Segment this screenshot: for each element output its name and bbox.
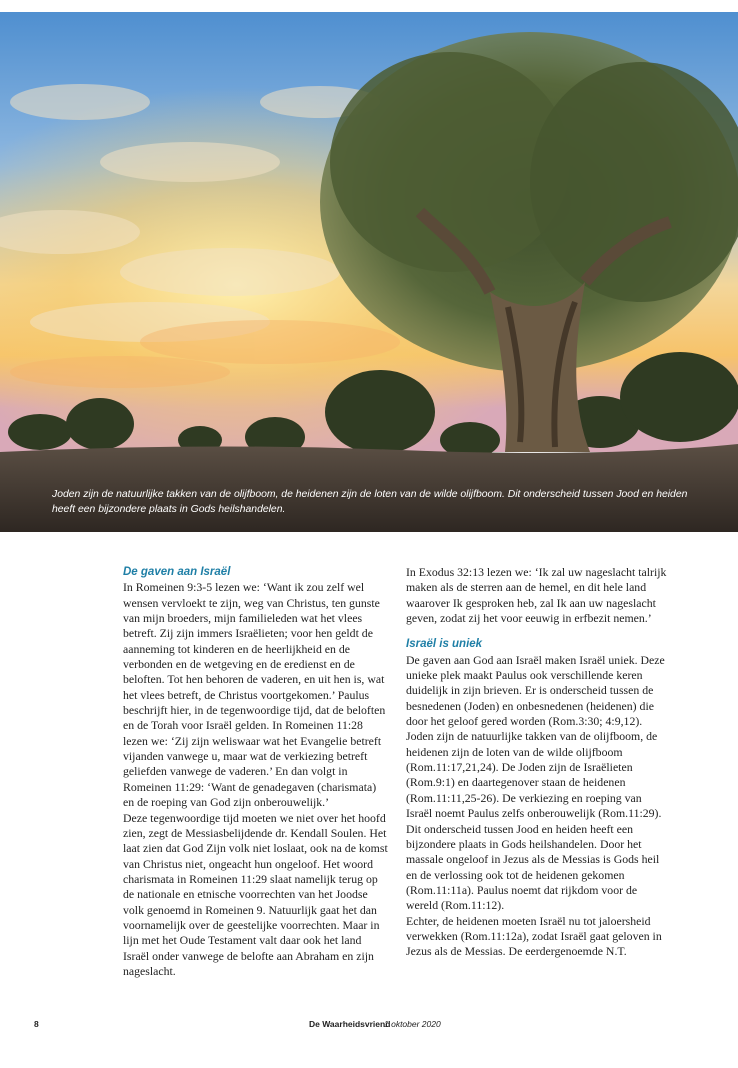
section-heading: Israël is uniek xyxy=(406,638,483,651)
body-paragraph: In Romeinen 9:3-5 lezen we: ‘Want ik zou zelf wel wensen vervloekt te zijn, weg van Christus, ten gunste van mijn broeders, mijn familieleden wat het vlees betreft. Zij zijn immers Israëlieten; voor hen geldt de aanneming tot kinderen en de heerlijkheid en de verbonden en de wetgeving en de eredienst en de beloften. Tot hen behoren de vaderen, en uit hen is, wat het vlees betreft, de Christus voortgekomen.’ Paulus beschrijft hier, in de tegenwoordige tijd, dat de beloften en de Torah voor Israël gelden. In Romeinen 11:28 lezen we: ‘Zij zijn weliswaar wat het Evangelie betreft vijanden vanwege u, maar wat de verkiezing betreft geliefden vanwege de vaderen.’ En dan volgt in Romeinen 11:29: ‘Want de genadegaven (charismata) en de roeping van God zijn onberouwelijk.’ xyxy=(123,580,386,810)
magazine-title: De Waarheidsvriend xyxy=(309,1019,391,1029)
olive-tree-photo xyxy=(0,12,738,532)
body-paragraph: De gaven aan God aan Israël maken Israël uniek. Deze unieke plek maakt Paulus ook verschillende keren duidelijk in zijn brieven. Er is onderscheid tussen de besnedenen (Joden) en onbesnedenen (heidenen) die door het geloof gered worden (Rom.3:30; 4:9,12). Joden zijn de natuurlijke takken van de olijfboom, de heidenen zijn de loten van de wilde olijfboom (Rom.11:17,21,24). De Joden zijn de Israëlieten (Rom.9:1) en daartegenover staan de heidenen (Rom.11:11,25-26). De verkiezing en roeping van Israël noemt Paulus zelfs onberouwelijk (Rom.11:29). Dit onderscheid tussen Jood en heiden heeft een bijzondere plaats in Gods heilshandelen. Door het massale ongeloof in Jezus als de Messias is Gods heil en de verlossing ook tot de heidenen gekomen (Rom.11:11a). Paulus noemt dat rijkdom voor de wereld (Rom.11:12). xyxy=(406,652,665,913)
olive-tree-illustration xyxy=(0,12,738,532)
body-paragraph: In Exodus 32:13 lezen we: ‘Ik zal uw nageslacht talrijk maken als de sterren aan de hemel, en dit hele land waarover Ik gesproken heb, zal Ik aan uw nageslacht geven, zodat zij het voor eeuwig in erfbezit nemen.’ xyxy=(406,565,667,626)
section-heading: De gaven aan Israël xyxy=(123,566,231,578)
photo-caption: Joden zijn de natuurlijke takken van de olijfboom, de heidenen zijn de loten van de wilde olijfboom. Dit onderscheid tussen Jood en heiden heeft een bijzondere plaats in Gods heilshandelen. xyxy=(52,489,688,515)
body-paragraph: Echter, de heidenen moeten Israël nu tot jaloersheid verwekken (Rom.11:12a), zodat Israël gaat geloven in Jezus als de Messias. De eerdergenoemde N.T. xyxy=(406,913,662,959)
article-column-left xyxy=(123,565,388,979)
issue-date: 1 oktober 2020 xyxy=(384,1019,441,1029)
page-number: 8 xyxy=(34,1019,39,1029)
article-column-right xyxy=(406,565,670,960)
paragraph-spacer xyxy=(406,626,670,637)
body-paragraph: Deze tegenwoordige tijd moeten we niet over het hoofd zien, zegt de Messiasbelijdende dr. Kendall Soulen. Het laat zien dat God Zijn volk niet loslaat, ook na de komst van Christus niet, ongeacht hun ongeloof. Het woord charismata in Romeinen 11:29 slaat namelijk terug op de nationale en etnische voorrechten van het Joodse volk genoemd in Romeinen 9. Natuurlijk gaat het dan voornamelijk over de geestelijke voorrechten. Maar in lijn met het Oude Testament valt daar ook het land Israël onder vanwege de belofte aan Abraham en zijn nageslacht. xyxy=(123,810,388,978)
